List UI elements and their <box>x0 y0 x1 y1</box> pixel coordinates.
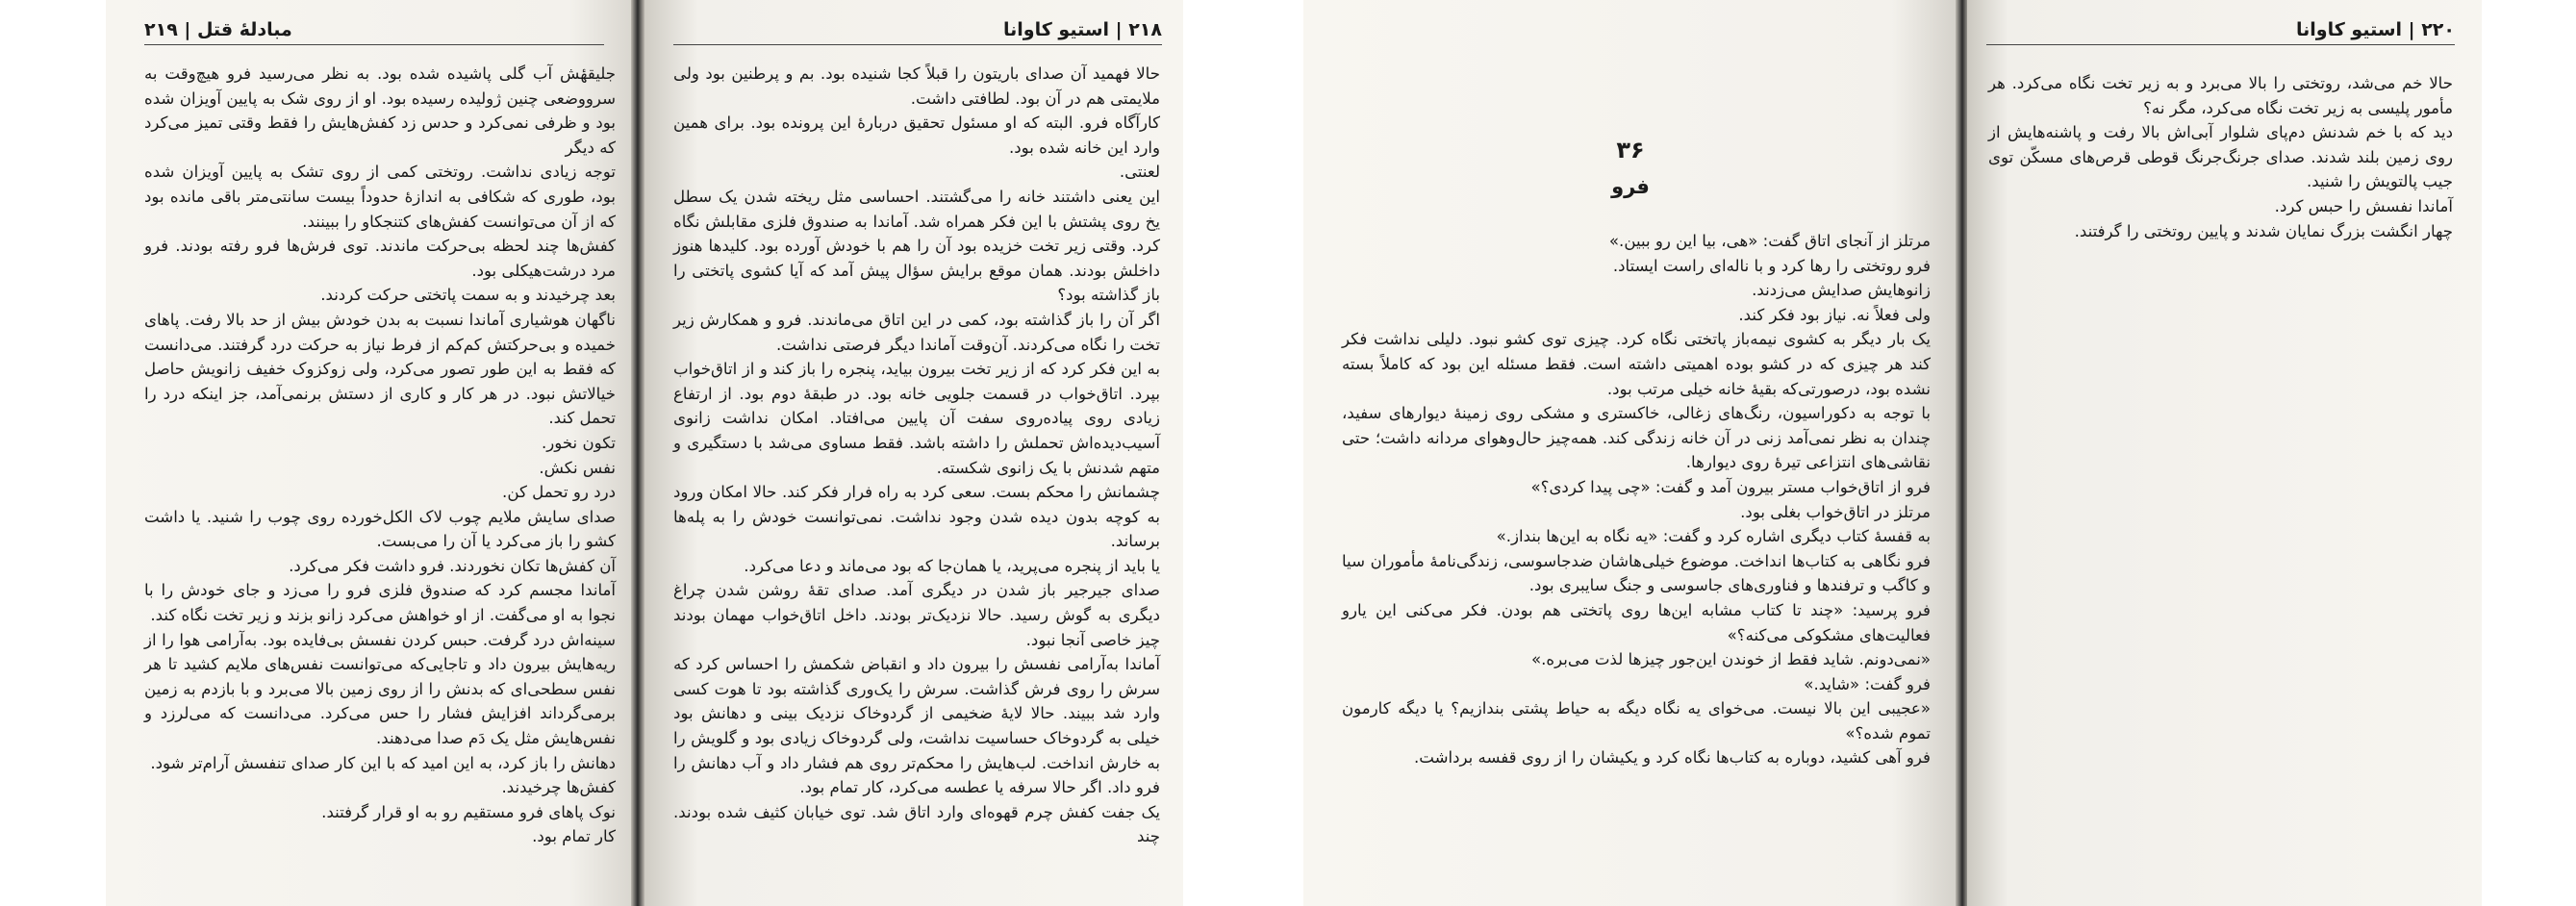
paragraph: یک جفت کفش چرم قهوه‌ای وارد اتاق شد. توی خیابان کثیف شده بودند. چند <box>673 802 1160 846</box>
paragraph: یا باید از پنجره می‌پرید، یا همان‌جا که بود می‌ماند و دعا می‌کرد. <box>744 556 1160 575</box>
page-219 <box>106 0 633 906</box>
paragraph: چشمانش را محکم بست. سعی کرد به راه فرار فکر کند. حالا امکان ورود به کوچه بدون دیده شدن وجود نداشت. نمی‌توانست خودش را به پله‌ها برساند. <box>673 483 1160 551</box>
paragraph: آن کفش‌ها تکان نخوردند. فرو داشت فکر می‌کرد. <box>289 556 616 575</box>
paragraph: ناگهان هوشیاری آماندا نسبت به بدن خودش بیش از حد بالا رفت. پاهای خمیده و بی‌حرکتش کم‌کم از فرط نیاز به حرکت درد گرفتند. می‌دانست که فقط به این طور تصور می‌کرد، ولی زوکزوک خفیف زانویش حاصل خیالاتش نبود. در هر کار و کاری از دستش برنمی‌آمد، جز اینکه درد را تحمل کند. <box>144 310 616 428</box>
paragraph: کارآگاه فرو. البته که او مسئول تحقیق دربارهٔ این پرونده بود. برای همین وارد این خانه شده بود. <box>673 113 1160 157</box>
paragraph: این یعنی داشتند خانه را می‌گشتند. احساسی مثل ریخته شدن یک سطل یخ روی پشتش با این فکر همراه شد. آماندا به صندوق فلزی مقابلش نگاه کرد. وقتی زیر تخت خزیده بود آن را هم با خودش آورده بود. کلیدها هنوز داخلش بودند. همان موقع برایش سؤال پیش آمد که آیا کشوی پاتختی را باز گذاشته بود؟ <box>673 187 1160 305</box>
page-221 <box>1303 0 1957 906</box>
paragraph: کار تمام بود. <box>532 827 616 846</box>
paragraph: اگر آن را باز گذاشته بود، کمی در این اتاق می‌ماندند. فرو و همکارش زیر تخت را نگاه می‌کردند. آن‌وقت آماندا دیگر فرصتی نداشت. <box>673 310 1160 354</box>
paragraph: نوک پاهای فرو مستقیم رو به او قرار گرفتند. <box>321 802 616 821</box>
paragraph: به قفسهٔ کتاب دیگری اشاره کرد و گفت: «یه نگاه به این‌ها بنداز.» <box>1496 527 1931 546</box>
paragraph: «نمی‌دونم. شاید فقط از خوندن این‌جور چیزها لذت می‌بره.» <box>1531 650 1931 669</box>
paragraph: یک بار دیگر به کشوی نیمه‌باز پاتختی نگاه کرد. چیزی توی کشو نبود. دلیلی نداشت فکر کند هر چیزی که در کشو بوده اهمیتی داشته است. فقط مسئله این بود که کاملاً بسته نشده بود، درصورتی‌که بقیهٔ خانه خیلی مرتب بود. <box>1342 330 1931 398</box>
book-gutter <box>631 0 644 906</box>
paragraph: «عجیبی این بالا نیست. می‌خوای یه نگاه دیگه به حیاط پشتی بندازیم؟ یا دیگه کارمون تموم شده؟» <box>1342 699 1931 742</box>
page-text <box>144 62 616 849</box>
paragraph: آماندا به‌آرامی نفسش را بیرون داد و انقباض شکمش را احساس کرد که سرش را روی فرش گذاشت. سرش را یک‌وری گذاشته بود تا هوت کسی وارد شد ببیند. حالا لایهٔ ضخیمی از گردوخاک نزدیک بینی و دهانش بود خیلی به گردوخاک حساسیت نداشت، ولی گردوخاک زیادی بود و گلویش را به خارش انداخت. لب‌هایش را محکم‌تر روی هم فشار داد و آب دهانش را فرو داد. اگر حالا سرفه یا عطسه می‌کرد، کار تمام بود. <box>673 655 1160 797</box>
page-text <box>1342 229 1931 770</box>
paragraph: نفس نکش. <box>539 458 616 477</box>
paragraph: بعد چرخیدند و به سمت پاتختی حرکت کردند. <box>320 286 616 305</box>
paragraph: با توجه به دکوراسیون، رنگ‌های زغالی، خاکستری و مشکی روی زمینهٔ دیوارهای سفید، چندان به نظر نمی‌آمد زنی در آن خانه زندگی کند. همه‌چیز حال‌وهوای مردانه داشت؛ حتی نقاشی‌های انتزاعی تیرهٔ روی دیوارها. <box>1342 404 1931 472</box>
paragraph: صدای جیرجیر باز شدن در دیگری آمد. صدای تقهٔ روشن شدن چراغ دیگری به گوش رسید. حالا نزدیک‌تر بودند. داخل اتاق‌خواب مهمان بودند چیز خاصی آنجا نبود. <box>673 581 1160 649</box>
paragraph: کفش‌ها چند لحظه بی‌حرکت ماندند. توی فرش‌ها فرو رفته بودند. فرو مرد درشت‌هیکلی بود. <box>144 237 616 280</box>
paragraph: مرتلز از آنجای اتاق گفت: «هی، بیا این رو ببین.» <box>1608 232 1931 250</box>
paragraph: آماندا مجسم کرد که صندوق فلزی فرو را می‌زد و جای خودش را با نجوا به او می‌گفت. از او خواهش می‌کرد زانو بزند و زیر تخت نگاه کند. <box>144 581 616 625</box>
paragraph: مرتلز در اتاق‌خواب بغلی بود. <box>1740 502 1931 521</box>
page-text <box>673 62 1160 849</box>
left-book-spread <box>106 0 1183 906</box>
page-header: ۲۲۰ | استیو کاوانا <box>1986 19 2455 45</box>
paragraph: جلیقهٔش آب گلی پاشیده شده بود. به نظر می‌رسید فرو هیچ‌وقت به سرووضعی چنین ژولیده رسیده بود. او از روی شک به پایین آویزان شده بود و ظرفی نمی‌کرد و حدس زد کفش‌هایش را فقط وقتی تمیز می‌کرد که دیگر <box>144 64 616 157</box>
paragraph: حالا خم می‌شد، روتختی را بالا می‌برد و به زیر تخت نگاه می‌کرد. هر مأمور پلیسی به زیر تخت نگاه می‌کرد، مگر نه؟ <box>1988 74 2453 117</box>
paragraph: چهار انگشت بزرگ نمایان شدند و پایین روتختی را گرفتند. <box>2074 221 2453 240</box>
paragraph: توجه زیادی نداشت. روتختی کمی از روی تشک به پایین آویزان شده بود، طوری که شکافی به اندازهٔ حدوداً بیست سانتی‌متر باقی مانده بود که از آن می‌توانست کفش‌های کتنجکاو را ببینند. <box>144 163 616 231</box>
page-218 <box>644 0 1183 906</box>
paragraph: صدای سایش ملایم چوب لاک الکل‌خورده روی چوب را شنید. یا داشت کشو را باز می‌کرد یا آن را می‌بست. <box>144 507 616 551</box>
right-book-spread <box>1303 0 2482 906</box>
paragraph: درد رو تحمل کن. <box>502 483 616 502</box>
chapter-title: فرو <box>1611 175 1650 198</box>
paragraph: دهانش را باز کرد، به این امید که با این کار صدای تنفسش آرام‌تر شود. <box>150 753 616 772</box>
paragraph: ولی فعلاً نه. نیاز بود فکر کند. <box>1738 305 1931 324</box>
paragraph: فرو از اتاق‌خواب مستر بیرون آمد و گفت: «چی پیدا کردی؟» <box>1530 477 1931 496</box>
page-220 <box>1967 0 2482 906</box>
paragraph: فرو گفت: «شاید.» <box>1804 674 1931 693</box>
paragraph: آماندا نفسش را حبس کرد. <box>2274 196 2453 215</box>
paragraph: به این فکر کرد که از زیر تخت بیرون بیاید، پنجره را باز کند و از اتاق‌خواب بپرد. اتاق‌خواب در قسمت جلویی خانه بود. در طبقهٔ دوم بود. از ارتفاع زیادی روی پیاده‌روی سفت آن پایین می‌افتاد. امکان نداشت زانوی آسیب‌دیده‌اش تحملش را داشته باشد. فقط مساوی می‌شد با دستگیری و متهم شدنش با یک زانوی شکسته. <box>673 360 1160 477</box>
paragraph: فرو پرسید: «چند تا کتاب مشابه این‌ها روی پاتختی هم بودن. فکر می‌کنی این یارو فعالیت‌های مشکوکی می‌کنه؟» <box>1342 600 1931 644</box>
page-header: ۲۱۸ | استیو کاوانا <box>673 19 1162 45</box>
paragraph: لعنتی. <box>1119 163 1160 182</box>
chapter-number: ۳۶ <box>1616 137 1645 164</box>
paragraph: دید که با خم شدنش دم‌پای شلوار آبی‌اش بالا رفت و پاشنه‌هایش از روی زمین بلند شدند. صدای جرنگ‌جرنگ قوطی قرص‌های مسکّن توی جیب پالتویش را شنید. <box>1988 123 2453 191</box>
paragraph: فرو آهی کشید، دوباره به کتاب‌ها نگاه کرد و یکیشان را از روی قفسه برداشت. <box>1414 748 1931 768</box>
paragraph: سینه‌اش درد گرفت. حبس کردن نفسش بی‌فایده بود. به‌آرامی هوا را از ریه‌هایش بیرون داد و تاجایی‌که می‌توانست نفس‌های ملایم کشید تا هر نفس سطحی‌ای که بدنش را از روی زمین بالا می‌برد و با بازدم به زمین برمی‌گرداند افزایش فشار را حس می‌کرد. می‌دانست که می‌لرزد و نفس‌هایش مثل یک دَم صدا می‌دهند. <box>144 630 616 748</box>
paragraph: کفش‌ها چرخیدند. <box>501 778 616 797</box>
page-text <box>1988 71 2453 243</box>
paragraph: فرو روتختی را رها کرد و با ناله‌ای راست ایستاد. <box>1612 256 1931 275</box>
paragraph: زانوهایش صدایش می‌زدند. <box>1752 281 1931 300</box>
paragraph: فرو نگاهی به کتاب‌ها انداخت. موضوع خیلی‌هاشان ضدجاسوسی، زندگی‌نامهٔ مأموران سیا و کاگب و ترفندها و فناوری‌های جاسوسی و جنگ سایبری بود. <box>1342 551 1931 595</box>
page-header: مبادلهٔ قتل | ۲۱۹ <box>144 19 604 45</box>
paragraph: حالا فهمید آن صدای باریتون را قبلاً کجا شنیده بود. بم و پرطنین بود ولی ملایمتی هم در آن بود. لطافتی داشت. <box>673 64 1160 108</box>
paragraph: تکون نخور. <box>541 433 616 452</box>
